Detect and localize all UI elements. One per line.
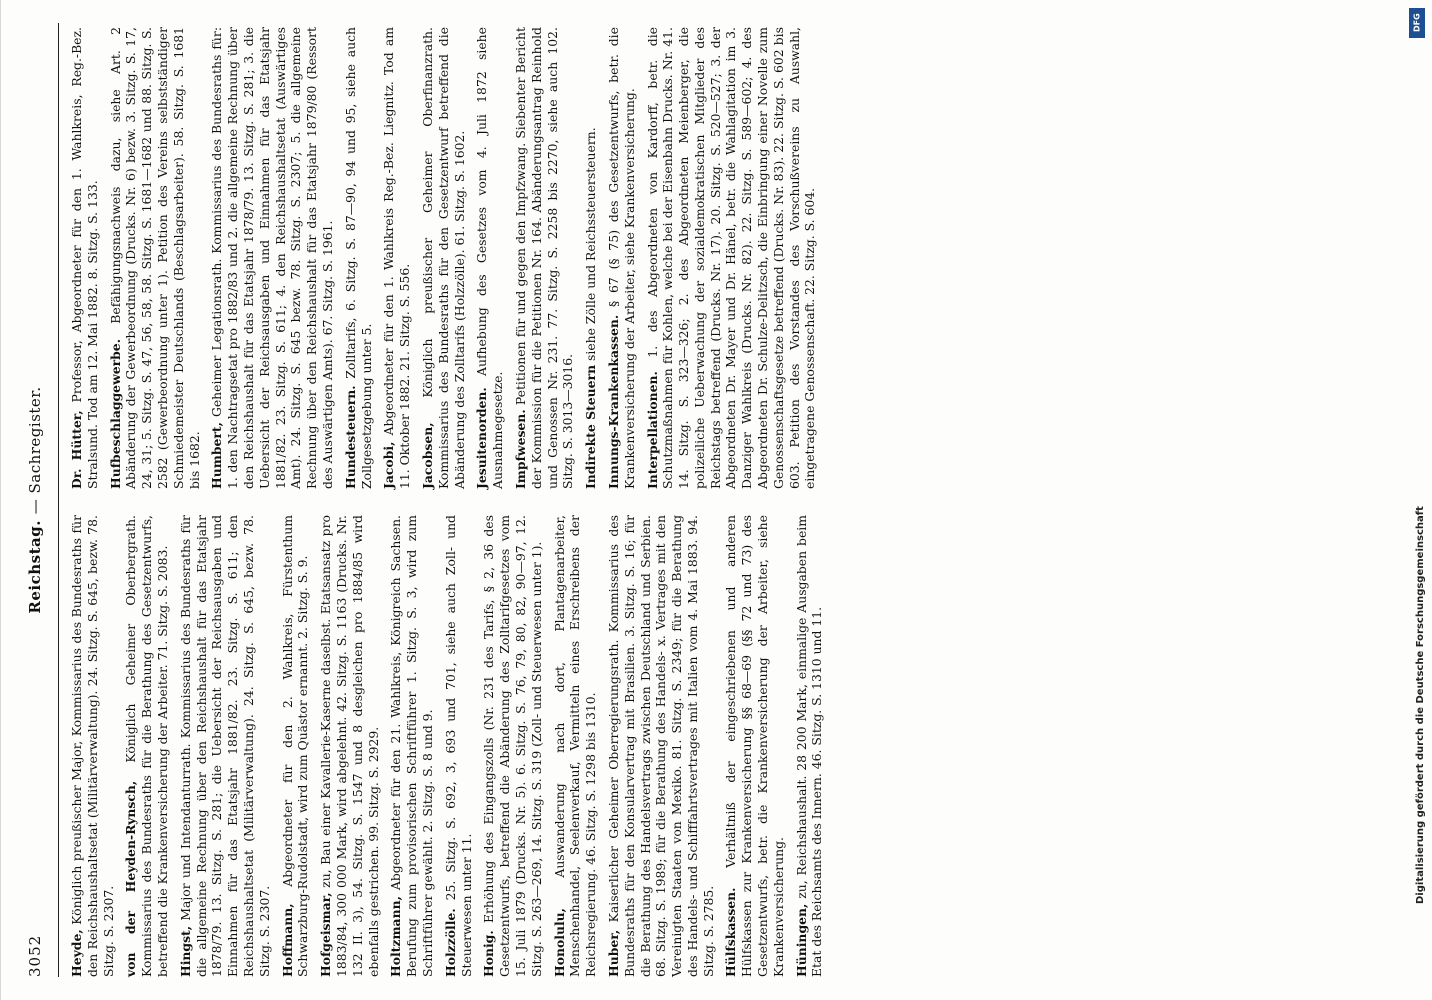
entry-heading: Hüningen, xyxy=(793,903,809,977)
dfg-logo-icon: DFG xyxy=(1409,8,1425,38)
entry-text: Professor, Abgeordneter für den 1. Wahlkreis, Reg.-Bez. Stralsund. Tod am 12. Mai 1882. 8. Sitzg. S. 133. xyxy=(69,27,100,489)
entry-text: Major und Intendanturrath. Kommissarius des Bundesraths für die allgemeine Rechnung über den Reichshaushalt für das Etatsjahr 1878/79. 13. Sitzg. S. 281; die Uebersicht der Reichsausgaben und Einnahmen für das Etatsjahr 1881/82. 23. Sitzg. S. 611; den Reichshaushaltsetat (Militärverwaltung). 24. Sitzg. S. 645, bezw. 78. Sitzg. S. 2307. xyxy=(177,515,272,977)
register-entry xyxy=(69,27,101,489)
register-entry xyxy=(481,515,544,977)
register-entry xyxy=(443,515,475,977)
register-entry xyxy=(280,515,312,977)
entry-heading: Indirekte Steuern xyxy=(583,364,599,489)
page-header xyxy=(24,23,59,977)
register-entry xyxy=(318,515,381,977)
entry-heading: Hundesteuern. xyxy=(342,385,358,489)
entry-text: Königlich Geheimer Oberbergrath. Kommissarius des Bundesraths für die Berathung des Gesetzentwurfs, betreffend die Krankenversicherung der Arbeiter. 71. Sitzg. S. 2083. xyxy=(123,515,170,977)
entry-text: Auswanderung nach dort, Plantagenarbeiter, Menschenhandel, Seelenverkauf, Vermitteln eines Erschreibens der Reichsregierung. 46. Sitzg. S. 1298 bis 1310. xyxy=(551,515,599,977)
entry-text: zu, Bau einer Kavallerie-Kaserne daselbst. Etatsansatz pro 1883/84, 300 000 Mark, wird abgelehnt. 42. Sitzg. S. 1163 (Drucks. Nr. 132 II. 3), 54. Sitzg. S. 1547 und 8 desgleichen pro 1884/85 wird ebenfalls gestrichen. 99. Sitzg. S. 2929. xyxy=(318,515,381,977)
entry-text: Königlich preußischer Geheimer Oberfinanzrath. Kommissarius des Bundesraths für den Gesetzentwurf betreffend die Abänderung des Zolltarifs (Holzzölle). 61. Sitzg. S. 1602. xyxy=(419,27,467,489)
entry-heading: Holtzmann, xyxy=(388,896,404,977)
entry-heading: Jesuitenorden. xyxy=(474,387,490,489)
entry-text: Abgeordneter für den 21. Wahlkreis, Königreich Sachsen. Berufung zum provisorischen Schriftführer 1. Sitzg. S. 3, wird zum Schriftführer gewählt. 2. Sitzg. S. 8 und 9. xyxy=(388,515,435,977)
entry-text: zu, Reichshaushalt. 28 200 Mark, einmalige Ausgaben beim Etat des Reichsamts des Innern. 46. Sitzg. S. 1310 und 11. xyxy=(793,515,825,977)
entry-text: Abgeordneter für den 2. Wahlkreis, Fürstenthum Schwarzburg-Rudolstadt, wird zum Quästor ernannt. 2. Sitzg. S. 9. xyxy=(279,515,311,977)
subtitle-text: — Sachregister. xyxy=(26,386,44,515)
entry-text: Erhöhung des Eingangszolls (Nr. 231 des Tarifs, § 2, 36 des Gesetzentwurfs, betreffend die Abänderung des Zolltarifgesetzes vom 15. Juli 1879 (Drucks. Nr. 5). 6. Sitzg. S. 76, 79, 80, 82, 90—97, 12. Sitzg. S. 263—269, 14. Sitzg. S. 319 (Zoll- und Steuerwesen unter 1). xyxy=(481,515,544,977)
register-entry xyxy=(108,27,203,489)
register-entry xyxy=(388,515,435,977)
entry-heading: Jacobi, xyxy=(381,441,397,489)
entry-text: siehe Zölle und Reichssteuersteuern. xyxy=(583,127,599,361)
entry-text: Geheimer Legationsrath. Kommissarius des Bundesraths für: 1. den Nachtragsetat pro 1882/83 und 2. die allgemeine Rechnung über den Reichshaushalt für das Etatsjahr 1878/79. 13. Sitzg. S. 281; 3. die Uebersicht der Reichsausgaben und Einnahmen für das Etatsjahr 1881/82. 23. Sitzg. S. 611; 4. den Reichshaushaltsetat (Auswärtiges Amt). 24. Sitzg. S. 645 bezw. 78. Sitzg. S. 2307; 5. die allgemeine Rechnung über den Reichshaushalt für das Etatsjahr 1879/80 (Ressort des Auswärtigen Amts). 67. Sitzg. S. 1961. xyxy=(209,27,335,489)
register-entry xyxy=(606,515,717,977)
page-number: 3052 xyxy=(26,934,44,977)
entry-text: Königlich preußischer Major, Kommissarius des Bundesraths für den Reichshaushaltsetat (Militärverwaltung). 24. Sitzg. S. 645, bezw. 78. Sitzg. S. 2307. xyxy=(69,515,116,977)
right-column xyxy=(69,27,832,489)
entry-text: Abgeordneter für den 1. Wahlkreis Reg.-Bez. Liegnitz. Tod am 11. Oktober 1882. 21. Sitzg. S. 556. xyxy=(381,27,413,489)
entry-text: § 67 (§ 75) des Gesetzentwurfs, betr. die Krankenversicherung der Arbeiter, siehe Krankenversicherung. xyxy=(605,27,637,489)
register-entry xyxy=(178,515,273,977)
entry-heading: Impfwesen. xyxy=(512,409,528,489)
entry-heading: Hingst, xyxy=(177,925,193,977)
entry-text: Befähigungsnachweis dazu, siehe Art. 2 Abänderung der Gewerbeordnung (Drucks. Nr. 6) bezw. 3. Sitzg. S. 17, 24, 31; 5. Sitzg. S. 47, 56, 58, 58. Sitzg. S. 1681—1682 und 88. Sitzg. S. 2582 (Gewerbeordnung unter 1). Petition des Vereins selbstständiger Schmiedemeister Deutschlands (Beschlagsarbeiter). 58. Sitzg. S. 1681 bis 1682. xyxy=(107,27,202,489)
scan-edge xyxy=(0,0,1,1000)
register-entry xyxy=(420,27,467,489)
entry-text: Petitionen für und gegen den Impfzwang. Siebenter Bericht der Kommission für die Petitionen Nr. 164. Abänderungsantrag Reinhold und Genossen Nr. 231. 77. Sitzg. S. 2258 bis 2270, siehe auch 102. Sitzg. S. 3013—3016. xyxy=(512,27,576,489)
register-entry xyxy=(209,27,335,489)
entry-heading: Honig. xyxy=(481,930,497,977)
entry-heading: Honolulu, xyxy=(551,908,567,977)
register-entry xyxy=(583,27,599,489)
entry-text: Aufhebung des Gesetzes vom 4. Juli 1872 siehe Ausnahmegesetze. xyxy=(474,27,506,489)
entry-heading: von der Heyden-Rynsch, xyxy=(123,780,139,977)
register-entry xyxy=(381,27,413,489)
entry-heading: Hülfskassen. xyxy=(723,887,739,977)
register-entry xyxy=(474,27,506,489)
text-columns xyxy=(69,23,832,977)
entry-heading: Hofgeismar, xyxy=(318,892,334,977)
register-entry xyxy=(645,27,819,489)
title-text: Reichstag. xyxy=(26,520,44,614)
register-entry xyxy=(552,515,599,977)
register-entry xyxy=(794,515,826,977)
entry-heading: Huber, xyxy=(605,929,621,977)
register-entry xyxy=(123,515,170,977)
entry-heading: Hoffmann, xyxy=(279,903,295,977)
entry-heading: Heyde, xyxy=(69,929,84,977)
digitization-credit: Digitalisierung gefördert durch die Deutsche Forschungsgemeinschaft xyxy=(1415,506,1426,904)
register-entry xyxy=(723,515,786,977)
entry-heading: Holzzölle. xyxy=(442,908,458,977)
register-entry xyxy=(343,27,375,489)
register-page xyxy=(18,5,1413,995)
register-entry xyxy=(513,27,576,489)
entry-heading: Humbert, xyxy=(209,422,225,489)
running-title xyxy=(28,23,44,977)
entry-text: 1. des Abgeordneten von Kardorff, betr. die Schutzmaßnahmen für Kohlen, welche bei der Eisenbahn Drucks. Nr. 41. 14. Sitzg. S. 323—326; 2. des Abgeordneten Meienberger, die polizeiliche Ueberwachung der sozialdemokratischen Mitglieder des Reichstags betreffend (Drucks. Nr. 17). 20. Sitzg. S. 520—527; 3. der Abgeordneten Dr. Mayer und Dr. Hänel, betr. die Wahlagitation im 3. Danziger Wahlkreis (Drucks. Nr. 82). 22. Sitzg. S. 589—602; 4. des Abgeordneten Dr. Schulze-Delitzsch, die Einbringung einer Novelle zum Genossenschaftsgesetze betreffend (Drucks. Nr. 83). 22. Sitzg. S. 602 bis 603. Petition des Vorstandes des Vorschußvereins zu Auswahl, eingetragene Genossenschaft. 22. Sitzg. S. 604. xyxy=(644,27,818,489)
entry-heading: Hufbeschlaggewerbe. xyxy=(107,338,123,489)
left-column xyxy=(69,515,832,977)
entry-text: Kaiserlicher Geheimer Oberregierungsrath. Kommissarius des Bundesraths für den Konsularvertrag mit Brasilien. 3. Sitzg. S. 16; für die Berathung des Handelsvertrags zwischen Deutschland und Serbien. 68. Sitzg. S. 1989; für die Berathung des Handels- x. Vertrages mit den Vereinigten Staaten von Mexiko. 81. Sitzg. S. 2349; für die Berathung des Handels- und Schifffahrtsvertrages mit Italien vom 4. Mai 1883. 94. Sitzg. S. 2785. xyxy=(605,515,716,977)
entry-text: Verhältniß der eingeschriebenen und anderen Hülfskassen zur Krankenversicherung §§ 68—69 (§§ 72 und 73) des Gesetzentwurfs, betr. die Krankenversicherung der Arbeiter, siehe Krankenversicherung. xyxy=(723,515,786,977)
entry-heading: Dr. Hütter, xyxy=(69,410,84,489)
entry-heading: Interpellationen. xyxy=(644,371,660,489)
digitization-stamp xyxy=(1408,0,1426,1000)
register-entry xyxy=(69,515,116,977)
entry-heading: Jacobsen, xyxy=(419,422,435,489)
register-entry xyxy=(606,27,638,489)
entry-text: 25. Sitzg. S. 692, 3, 693 und 701, siehe auch Zoll- und Steuerwesen unter 11. xyxy=(442,515,474,977)
entry-heading: Innungs-Krankenkassen. xyxy=(605,314,621,489)
entry-text: Zolltarifs, 6. Sitzg. S. 87—90, 94 und 95, siehe auch Zollgesetzgebung unter 5. xyxy=(342,27,374,489)
